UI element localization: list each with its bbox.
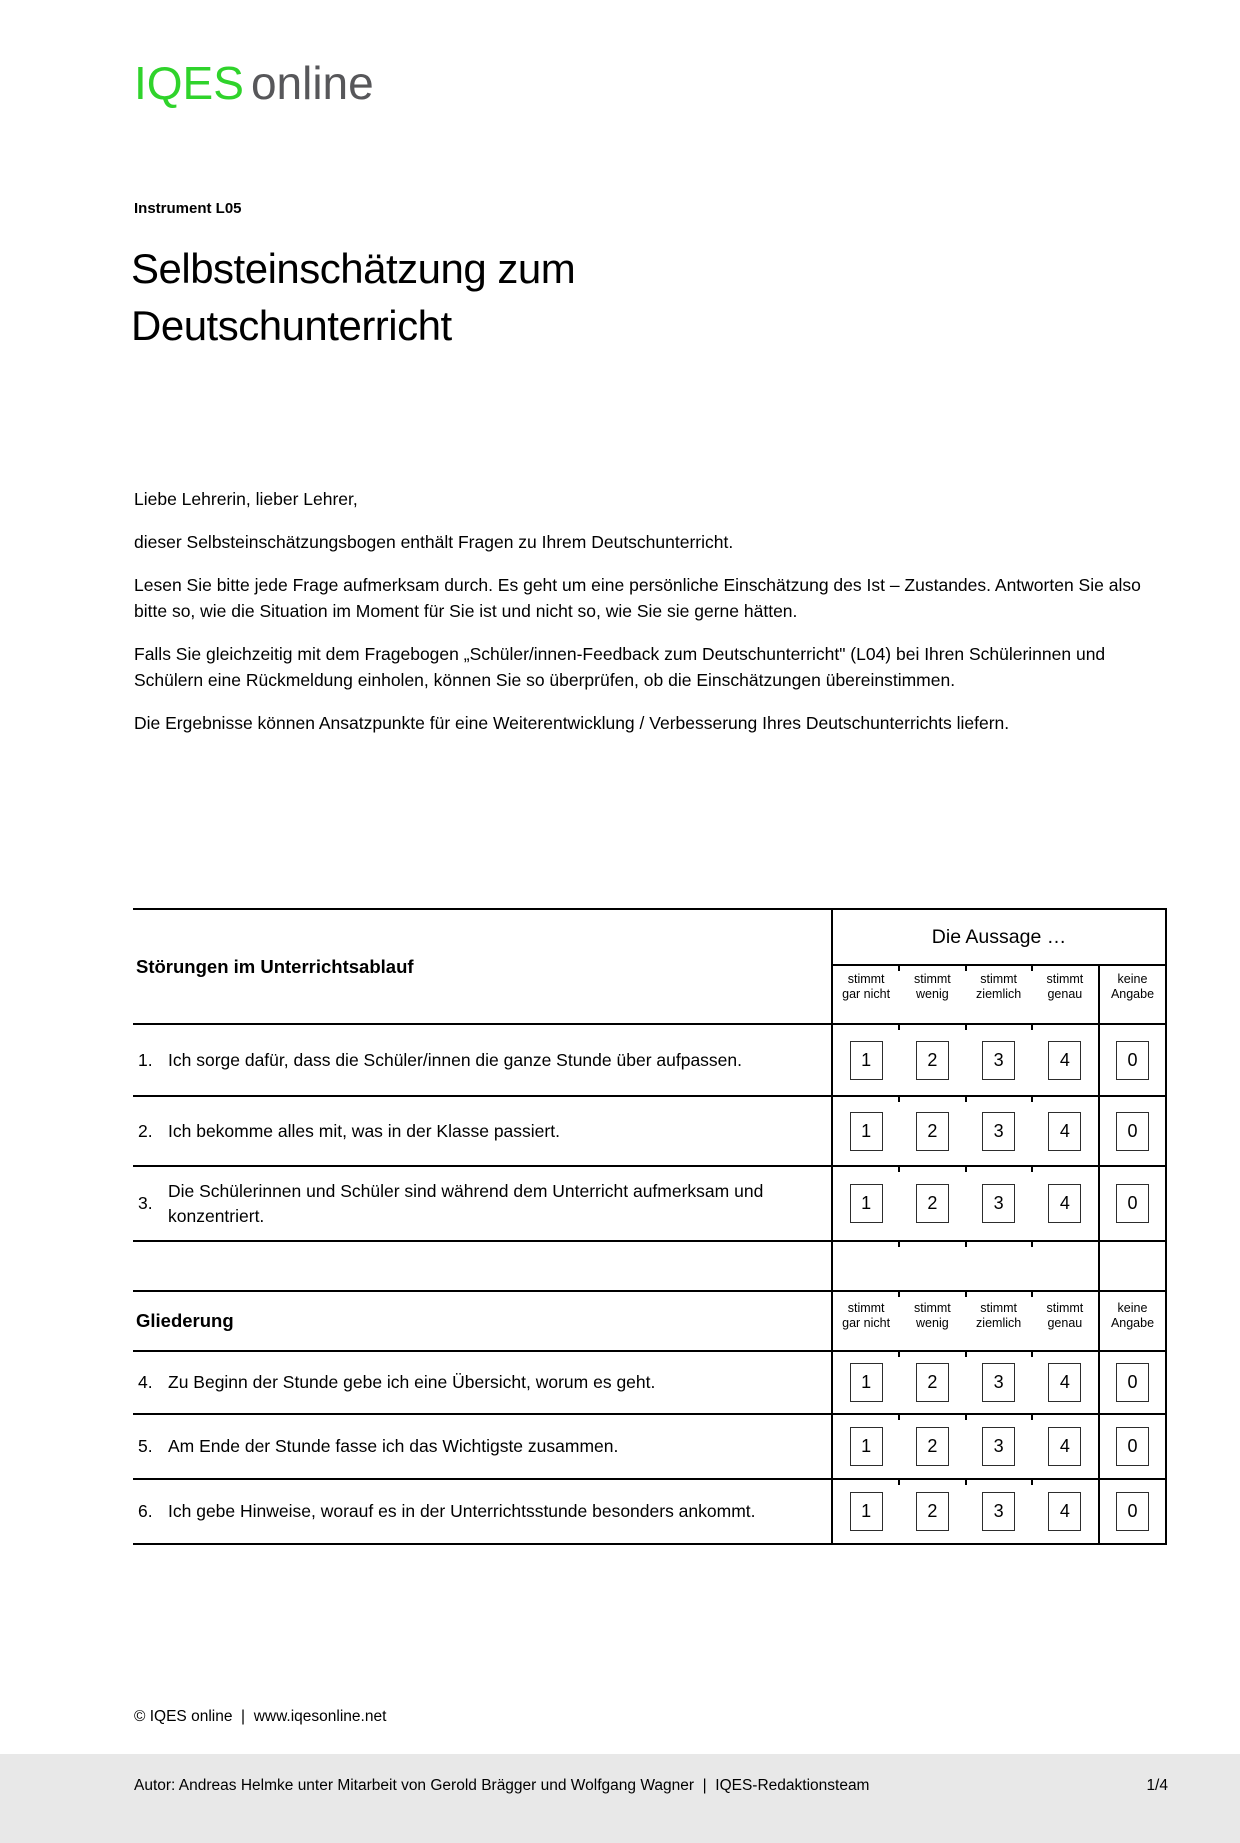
question-2-cell	[133, 1097, 831, 1165]
scale-label-line: keine	[1117, 1301, 1148, 1315]
page-title-line1: Selbsteinschätzung zum	[131, 245, 576, 292]
q3-rating-box-0[interactable]: 0	[1116, 1184, 1149, 1223]
q2-rating-box-2[interactable]: 2	[916, 1112, 949, 1151]
rating-cell	[1098, 1242, 1165, 1290]
q6-rating-box-3[interactable]: 3	[982, 1492, 1015, 1531]
q5-rating-box-2[interactable]: 2	[916, 1427, 949, 1466]
rating-cell	[1098, 1415, 1165, 1478]
rating-cell	[1032, 1025, 1098, 1095]
rating-cell	[1098, 1352, 1165, 1413]
rating-header-area	[831, 910, 1167, 1023]
page-title-line2: Deutschunterricht	[131, 302, 452, 349]
scale-label-row-2-inner	[833, 1292, 1165, 1350]
rating-cell	[1098, 1480, 1165, 1543]
section-2-header-cell	[133, 1292, 831, 1350]
question-row-6	[133, 1478, 1167, 1543]
q2-rating-box-0[interactable]: 0	[1116, 1112, 1149, 1151]
scale-label-wenig	[899, 1292, 965, 1350]
question-2-number: 2.	[138, 1120, 153, 1141]
rating-cell	[833, 1415, 899, 1478]
rating-cell	[1098, 1097, 1165, 1165]
scale-label-line: genau	[1047, 986, 1083, 1001]
rating-cell	[966, 1415, 1032, 1478]
scale-label-line: keine	[1117, 972, 1148, 986]
scale-label-line: Angabe	[1110, 986, 1155, 1001]
scale-label-line: stimmt	[980, 1301, 1018, 1315]
q5-rating-box-1[interactable]: 1	[850, 1427, 883, 1466]
spacer-question-cell	[133, 1242, 831, 1290]
question-1-text: Ich sorge dafür, dass die Schüler/innen die ganze Stunde über aufpassen.	[168, 1049, 743, 1070]
q4-rating-box-3[interactable]: 3	[982, 1363, 1015, 1402]
rating-cell	[899, 1097, 965, 1165]
scale-label-keine-angabe	[1098, 1292, 1165, 1350]
scale-label-line: genau	[1047, 1315, 1083, 1330]
q4-rating-box-2[interactable]: 2	[916, 1363, 949, 1402]
question-3-ratings	[831, 1167, 1167, 1240]
scale-label-gar-nicht	[833, 1292, 899, 1350]
page-title	[131, 240, 575, 354]
q4-rating-box-4[interactable]: 4	[1048, 1363, 1081, 1402]
q6-rating-box-2[interactable]: 2	[916, 1492, 949, 1531]
q2-rating-box-4[interactable]: 4	[1048, 1112, 1081, 1151]
page-footer	[134, 1659, 1168, 1843]
rating-cell	[1098, 1167, 1165, 1240]
table-header-row	[133, 908, 1167, 1023]
rating-cell	[1032, 1480, 1098, 1543]
q3-rating-box-2[interactable]: 2	[916, 1184, 949, 1223]
scale-label-ziemlich	[966, 966, 1032, 1023]
iqes-online-logo	[134, 56, 374, 110]
q1-rating-box-1[interactable]: 1	[850, 1041, 883, 1080]
scale-label-line: wenig	[916, 986, 949, 1001]
intro-paragraph-3: Lesen Sie bitte jede Frage aufmerksam durch. Es geht um eine persönliche Einschätzung des Ist – Zustandes. Antworten Sie also bitte so, wie die Situation im Moment für Sie ist und nicht so, wie Sie sie gerne hätten.	[134, 575, 1141, 621]
question-4-number: 4.	[138, 1372, 153, 1392]
rating-cell	[1032, 1097, 1098, 1165]
scale-label-row-2	[831, 1292, 1167, 1350]
question-row-4	[133, 1350, 1167, 1413]
q2-rating-box-3[interactable]: 3	[982, 1112, 1015, 1151]
section-2-title: Gliederung	[136, 1310, 234, 1331]
q6-rating-box-0[interactable]: 0	[1116, 1492, 1149, 1531]
section-1-title: Störungen im Unterrichtsablauf	[136, 955, 414, 977]
section-1-header-cell	[133, 910, 831, 1023]
scale-label-genau	[1032, 966, 1098, 1023]
scale-label-line: stimmt	[847, 1301, 885, 1315]
scale-label-line: wenig	[916, 1315, 949, 1330]
scale-label-ziemlich	[966, 1292, 1032, 1350]
question-row-2	[133, 1095, 1167, 1165]
q5-rating-box-0[interactable]: 0	[1116, 1427, 1149, 1466]
q3-rating-box-3[interactable]: 3	[982, 1184, 1015, 1223]
scale-label-line: gar nicht	[842, 986, 891, 1001]
scale-label-line: Angabe	[1110, 1315, 1155, 1330]
question-6-number: 6.	[138, 1501, 153, 1521]
q1-rating-box-2[interactable]: 2	[916, 1041, 949, 1080]
spacer-row	[133, 1240, 1167, 1290]
question-5-text: Am Ende der Stunde fasse ich das Wichtigste zusammen.	[168, 1436, 619, 1456]
intro-paragraph-1: Liebe Lehrerin, lieber Lehrer,	[134, 489, 358, 509]
rating-cell	[899, 1352, 965, 1413]
q4-rating-box-0[interactable]: 0	[1116, 1363, 1149, 1402]
scale-label-line: stimmt	[913, 972, 951, 986]
rating-cell	[1098, 1025, 1165, 1095]
scale-label-wenig	[899, 966, 965, 1023]
rating-cell	[899, 1415, 965, 1478]
questionnaire-table	[133, 908, 1167, 1545]
scale-label-line: gar nicht	[842, 1315, 891, 1330]
q1-rating-box-0[interactable]: 0	[1116, 1041, 1149, 1080]
question-3-text: Die Schülerinnen und Schüler sind während dem Unterricht aufmerksam und konzentriert.	[168, 1180, 764, 1226]
question-4-cell	[133, 1352, 831, 1413]
intro-paragraph-4: Falls Sie gleichzeitig mit dem Fragebogen „Schüler/innen-Feedback zum Deutschunterricht" (L04) bei Ihren Schülerinnen und Schülern eine Rückmeldung einholen, können Sie so überprüfen, ob die Einschätzungen übereinstimmen.	[134, 644, 1106, 690]
q2-rating-box-1[interactable]: 1	[850, 1112, 883, 1151]
scale-label-line: stimmt	[1046, 1301, 1084, 1315]
question-3-cell	[133, 1167, 831, 1240]
q4-rating-box-1[interactable]: 1	[850, 1363, 883, 1402]
logo-online-text: online	[250, 57, 374, 109]
rating-cell	[1032, 1242, 1098, 1290]
scale-label-line: stimmt	[847, 972, 885, 986]
scale-label-line: stimmt	[1046, 972, 1084, 986]
rating-cell	[1032, 1167, 1098, 1240]
question-4-ratings	[831, 1352, 1167, 1413]
page-number: 1/4	[1146, 1777, 1168, 1794]
rating-cell	[966, 1480, 1032, 1543]
scale-label-line: stimmt	[913, 1301, 951, 1315]
question-4-text: Zu Beginn der Stunde gebe ich eine Übersicht, worum es geht.	[168, 1372, 656, 1392]
scale-label-line: stimmt	[980, 972, 1018, 986]
question-6-ratings	[831, 1480, 1167, 1543]
scale-label-row-1	[833, 966, 1165, 1023]
spacer-rating-cell	[831, 1242, 1167, 1290]
question-5-number: 5.	[138, 1436, 153, 1456]
question-6-cell	[133, 1480, 831, 1543]
rating-cell	[833, 1025, 899, 1095]
question-5-cell	[133, 1415, 831, 1478]
question-row-3	[133, 1165, 1167, 1240]
question-1-ratings	[831, 1025, 1167, 1095]
rating-header-title: Die Aussage …	[833, 910, 1165, 966]
question-3-number: 3.	[138, 1193, 153, 1213]
instrument-label: Instrument L05	[134, 200, 242, 217]
rating-cell	[966, 1025, 1032, 1095]
rating-cell	[899, 1242, 965, 1290]
rating-cell	[899, 1480, 965, 1543]
footer-author-line	[134, 1774, 1168, 1797]
rating-cell	[833, 1097, 899, 1165]
scale-label-line: ziemlich	[976, 1315, 1022, 1330]
q3-rating-box-4[interactable]: 4	[1048, 1184, 1081, 1223]
scale-label-genau	[1032, 1292, 1098, 1350]
intro-paragraph-2: dieser Selbsteinschätzungsbogen enthält Fragen zu Ihrem Deutschunterricht.	[134, 532, 734, 552]
question-6-text: Ich gebe Hinweise, worauf es in der Unterrichtsstunde besonders ankommt.	[168, 1501, 756, 1521]
footer-author-text: Autor: Andreas Helmke unter Mitarbeit von Gerold Brägger und Wolfgang Wagner | IQES-Redaktionsteam	[134, 1777, 870, 1794]
question-5-ratings	[831, 1415, 1167, 1478]
rating-cell	[966, 1352, 1032, 1413]
scale-label-line: ziemlich	[976, 986, 1022, 1001]
question-row-5	[133, 1413, 1167, 1478]
rating-cell	[966, 1167, 1032, 1240]
rating-cell	[1032, 1352, 1098, 1413]
intro-paragraph-5: Die Ergebnisse können Ansatzpunkte für eine Weiterentwicklung / Verbesserung Ihres Deutschunterrichts liefern.	[134, 713, 1010, 733]
scale-label-gar-nicht	[833, 966, 899, 1023]
logo-iqes-text: IQES	[134, 57, 244, 109]
rating-cell	[833, 1480, 899, 1543]
rating-cell	[966, 1097, 1032, 1165]
intro-text	[134, 486, 1166, 753]
q5-rating-box-3[interactable]: 3	[982, 1427, 1015, 1466]
rating-cell	[833, 1352, 899, 1413]
rating-cell	[899, 1025, 965, 1095]
question-1-number: 1.	[138, 1049, 153, 1070]
question-2-text: Ich bekomme alles mit, was in der Klasse passiert.	[168, 1120, 560, 1141]
section-2-header-row	[133, 1290, 1167, 1350]
q5-rating-box-4[interactable]: 4	[1048, 1427, 1081, 1466]
question-1-cell	[133, 1025, 831, 1095]
scale-label-keine-angabe	[1098, 966, 1165, 1023]
q6-rating-box-4[interactable]: 4	[1048, 1492, 1081, 1531]
footer-copyright: © IQES online | www.iqesonline.net	[134, 1708, 387, 1725]
q6-rating-box-1[interactable]: 1	[850, 1492, 883, 1531]
rating-cell	[966, 1242, 1032, 1290]
rating-cell	[833, 1167, 899, 1240]
q1-rating-box-3[interactable]: 3	[982, 1041, 1015, 1080]
question-row-1	[133, 1023, 1167, 1095]
q3-rating-box-1[interactable]: 1	[850, 1184, 883, 1223]
rating-cell	[899, 1167, 965, 1240]
rating-cell	[1032, 1415, 1098, 1478]
q1-rating-box-4[interactable]: 4	[1048, 1041, 1081, 1080]
question-2-ratings	[831, 1097, 1167, 1165]
rating-cell	[833, 1242, 899, 1290]
